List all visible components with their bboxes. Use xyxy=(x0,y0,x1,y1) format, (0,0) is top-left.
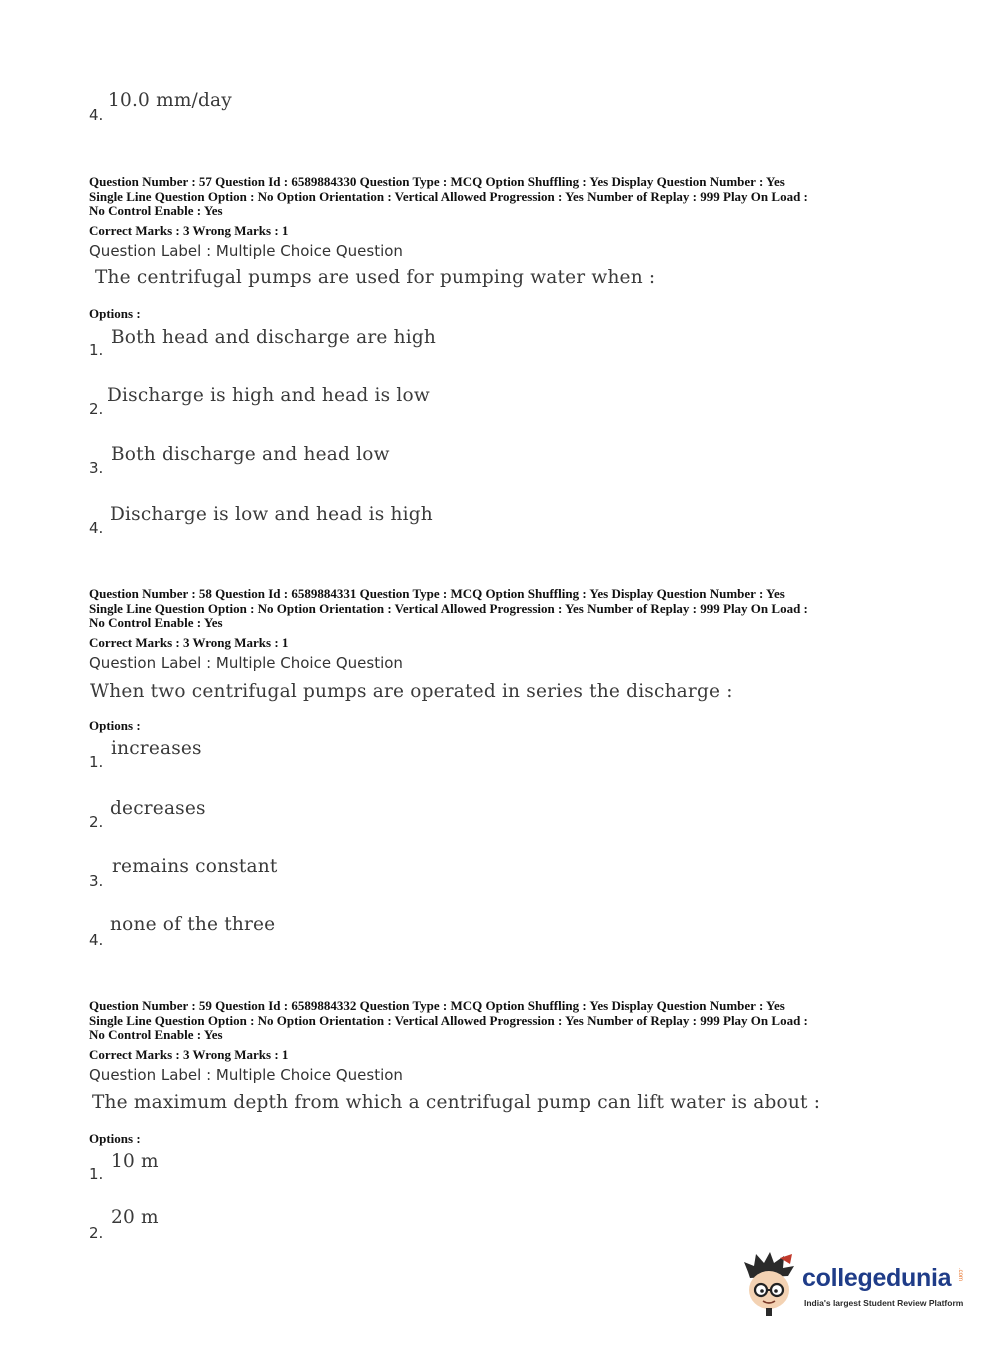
question-text: The maximum depth from which a centrifugal pump can lift water is about : xyxy=(92,1092,821,1113)
option-number: 3. xyxy=(89,459,104,477)
option-number: 1. xyxy=(89,1165,104,1183)
question-meta xyxy=(89,587,919,631)
option-text: remains constant xyxy=(112,856,278,877)
meta-line: No Control Enable : Yes xyxy=(89,615,223,631)
option-number: 3. xyxy=(89,872,104,890)
option-text: Discharge is high and head is low xyxy=(107,385,430,406)
question-label: Question Label : Multiple Choice Question xyxy=(89,654,403,672)
option-number: 2. xyxy=(89,813,104,831)
prev-option-text: 10.0 mm/day xyxy=(108,90,232,111)
meta-line: No Control Enable : Yes xyxy=(89,203,223,219)
option-text: decreases xyxy=(110,798,206,819)
meta-line: Question Number : 59 Question Id : 6589884332 Question Type : MCQ Option Shuffling : Yes Display Question Number : Yes xyxy=(89,998,785,1013)
collegedunia-logo xyxy=(740,1250,970,1320)
option-number: 1. xyxy=(89,341,104,359)
meta-line: Question Number : 58 Question Id : 6589884331 Question Type : MCQ Option Shuffling : Yes Display Question Number : Yes xyxy=(89,586,785,601)
meta-line: Single Line Question Option : No Option Orientation : Vertical Allowed Progression : Yes Number of Replay : 999 Play On Load : xyxy=(89,1012,808,1028)
logo-name: collegedunia xyxy=(802,1264,952,1292)
option-text: Both head and discharge are high xyxy=(111,327,437,348)
logo-suffix: .com xyxy=(957,1268,963,1282)
option-number: 2. xyxy=(89,400,104,418)
question-meta xyxy=(89,175,919,219)
option-text: Both discharge and head low xyxy=(111,444,390,465)
option-number: 1. xyxy=(89,753,104,771)
marks-line: Correct Marks : 3 Wrong Marks : 1 xyxy=(89,1047,289,1062)
meta-line: Question Number : 57 Question Id : 6589884330 Question Type : MCQ Option Shuffling : Yes Display Question Number : Yes xyxy=(89,174,785,189)
prev-option-number: 4. xyxy=(89,106,104,124)
option-number: 4. xyxy=(89,931,104,949)
option-text: Discharge is low and head is high xyxy=(110,504,433,525)
question-text: When two centrifugal pumps are operated in series the discharge : xyxy=(90,681,733,702)
question-meta xyxy=(89,999,919,1043)
mascot-icon xyxy=(740,1250,802,1318)
options-heading: Options : xyxy=(89,306,141,321)
option-number: 4. xyxy=(89,519,104,537)
option-text: none of the three xyxy=(110,914,276,935)
option-text: 10 m xyxy=(111,1151,159,1172)
option-number: 2. xyxy=(89,1224,104,1242)
marks-line: Correct Marks : 3 Wrong Marks : 1 xyxy=(89,223,289,238)
marks-line: Correct Marks : 3 Wrong Marks : 1 xyxy=(89,635,289,650)
meta-line: Single Line Question Option : No Option Orientation : Vertical Allowed Progression : Yes Number of Replay : 999 Play On Load : xyxy=(89,188,808,204)
options-heading: Options : xyxy=(89,1131,141,1146)
question-label: Question Label : Multiple Choice Question xyxy=(89,242,403,260)
meta-line: Single Line Question Option : No Option Orientation : Vertical Allowed Progression : Yes Number of Replay : 999 Play On Load : xyxy=(89,600,808,616)
option-text: 20 m xyxy=(111,1207,159,1228)
logo-tagline: India's largest Student Review Platform xyxy=(804,1298,964,1308)
meta-line: No Control Enable : Yes xyxy=(89,1027,223,1043)
question-text: The centrifugal pumps are used for pumping water when : xyxy=(95,267,656,288)
question-label: Question Label : Multiple Choice Question xyxy=(89,1066,403,1084)
options-heading: Options : xyxy=(89,718,141,733)
option-text: increases xyxy=(111,738,202,759)
